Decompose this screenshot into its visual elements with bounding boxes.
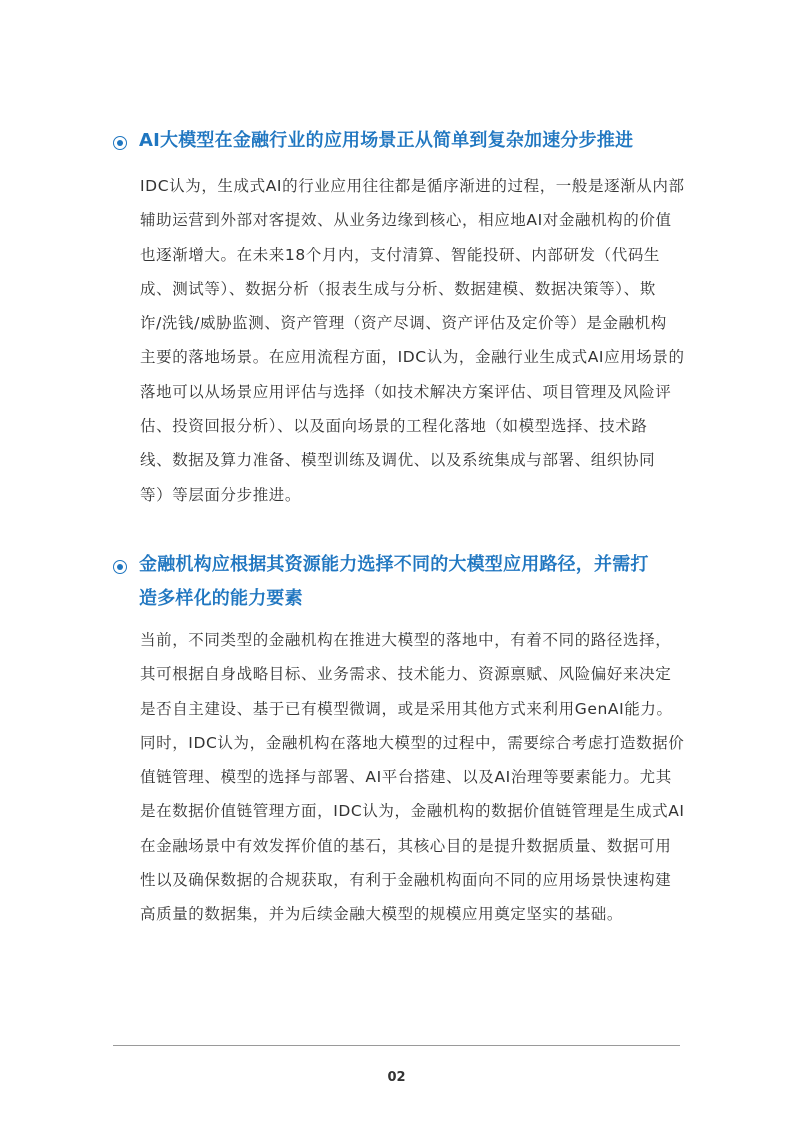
section-2-heading <box>113 555 693 616</box>
paragraph-line: 高质量的数据集，并为后续金融大模型的规模应用奠定坚实的基础。 <box>140 905 624 924</box>
paragraph-line: 也逐渐增大。在未来18个月内，支付清算、智能投研、内部研发（代码生 <box>140 245 661 264</box>
paragraph-line: IDC认为，生成式AI的行业应用往往都是循序渐进的过程，一般是逐渐从内部 <box>140 177 685 195</box>
paragraph-line: 同时，IDC认为，金融机构在落地大模型的过程中，需要综合考虑打造数据价 <box>140 733 685 752</box>
paragraph-line: 是否自主建设、基于已有模型微调，或是采用其他方式来利用GenAI能力。 <box>140 699 673 718</box>
radio-bullet-icon <box>113 136 127 150</box>
section-2-heading-text <box>139 548 649 616</box>
section-1-heading <box>113 131 693 158</box>
paragraph-line: 等）等层面分步推进。 <box>140 485 302 504</box>
radio-bullet-icon <box>113 560 127 574</box>
section-2-body <box>140 623 685 932</box>
paragraph-line: 在金融场景中有效发挥价值的基石，其核心目的是提升数据质量、数据可用 <box>140 836 672 855</box>
paragraph-line: 当前，不同类型的金融机构在推进大模型的落地中，有着不同的路径选择， <box>140 631 672 649</box>
section-1-body <box>140 169 685 512</box>
paragraph-line: 估、投资回报分析）、以及面向场景的工程化落地（如模型选择、技术路 <box>140 417 648 436</box>
paragraph-line: 线、数据及算力准备、模型训练及调优、以及系统集成与部署、组织协同 <box>140 451 656 470</box>
paragraph-line: 其可根据自身战略目标、业务需求、技术能力、资源禀赋、风险偏好来决定 <box>140 665 672 684</box>
paragraph-line: 落地可以从场景应用评估与选择（如技术解决方案评估、项目管理及风险评 <box>140 382 672 401</box>
paragraph-line: 成、测试等）、数据分析（报表生成与分析、数据建模、数据决策等）、欺 <box>140 279 656 298</box>
paragraph-line: 辅助运营到外部对客提效、从业务边缘到核心，相应地AI对金融机构的价值 <box>140 211 672 230</box>
paragraph-line: 值链管理、模型的选择与部署、AI平台搭建、以及AI治理等要素能力。尤其 <box>140 768 672 787</box>
paragraph-line: 性以及确保数据的合规获取，有利于金融机构面向不同的应用场景快速构建 <box>140 871 672 890</box>
heading-line: 造多样化的能力要素 <box>139 588 303 609</box>
footer-divider <box>113 1045 680 1046</box>
section-1-heading-text <box>139 124 633 158</box>
heading-line: AI大模型在金融行业的应用场景正从简单到复杂加速分步推进 <box>139 130 634 151</box>
paragraph-line: 主要的落地场景。在应用流程方面，IDC认为，金融行业生成式AI应用场景的 <box>140 348 685 367</box>
paragraph-line: 是在数据价值链管理方面，IDC认为，金融机构的数据价值链管理是生成式AI <box>140 802 685 821</box>
page-number: 02 <box>387 1070 406 1085</box>
paragraph-line: 诈/洗钱/威胁监测、资产管理（资产尽调、资产评估及定价等）是金融机构 <box>140 314 667 333</box>
heading-line: 金融机构应根据其资源能力选择不同的大模型应用路径，并需打 <box>139 554 649 575</box>
